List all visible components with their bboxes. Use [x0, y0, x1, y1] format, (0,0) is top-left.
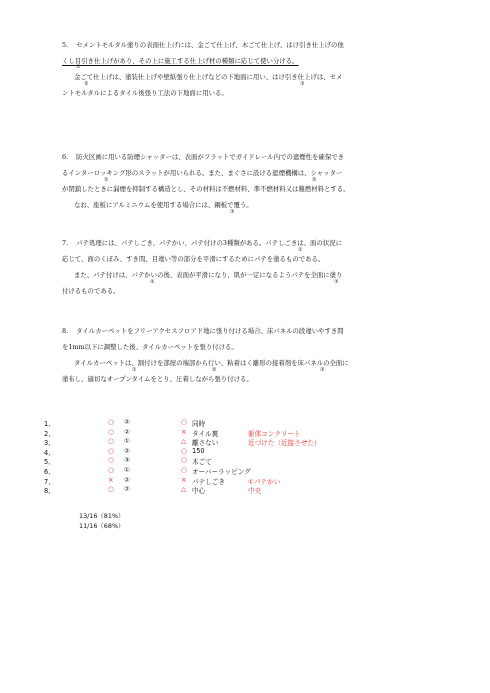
result-mark: △: [181, 437, 187, 446]
blank-marker: ③: [230, 209, 235, 215]
answer-text: 同時: [192, 420, 206, 428]
blank-marker: ②: [84, 81, 89, 87]
question-line: [62, 168, 442, 184]
question-line: [62, 286, 442, 302]
answer-text: パテしごき: [192, 477, 225, 486]
answer-choice: ②: [124, 446, 130, 455]
question-line: [62, 358, 442, 374]
result-mark: ×: [181, 427, 187, 436]
answer-number: 2、: [44, 429, 55, 438]
question-text: パテ処理には、パテしごき、パテかい、パテ付けの3種類がある。パテしごきは、面の状況に: [76, 239, 342, 247]
blank-marker: ①: [132, 367, 137, 373]
result-mark: ○: [108, 485, 114, 494]
question-text: 応じて、面のくぼみ、すき間、目違い等の部分を平滑にするためにパテを塗るものである。: [62, 255, 325, 263]
result-mark: ○: [181, 446, 187, 455]
question-line: [62, 200, 442, 216]
question-text: 防火区画に用いる防煙シャッターは、表面がフラットでガイドレール内での遮煙性を確保でき: [76, 153, 344, 161]
blank-marker: ①: [104, 177, 109, 183]
question-line: [62, 72, 442, 88]
result-mark: ○: [108, 427, 114, 436]
question-text: 金ごて仕上げは、塗装仕上げや壁紙張り仕上げなどの下地面に用い、はけ引き仕上げは、セメ: [74, 73, 343, 81]
question-number: 5.: [62, 41, 69, 49]
question-number: 7.: [62, 239, 69, 247]
correction-text: ①パテかい: [248, 477, 281, 486]
answer-row: [36, 418, 436, 428]
question-text: 塗布し、適切なオープンタイムをとり、圧着しながら張り付ける。: [62, 375, 253, 383]
answer-row: [36, 428, 436, 438]
question-line: [62, 342, 442, 358]
blank-marker: ①: [298, 247, 303, 253]
question-text: くし目引き仕上げがあり、その上に施工する仕上げ材の種類に応じて使い分ける。: [62, 57, 299, 65]
answer-text: 木ごて: [192, 458, 212, 467]
question-text: 付けるものである。: [62, 287, 120, 295]
question-number: 6.: [62, 153, 69, 161]
answer-number: 8、: [44, 487, 55, 496]
question-text: なお、座板にアルミニウムを使用する場合には、鋼板で覆う。: [74, 201, 253, 209]
answer-choice: ②: [124, 418, 130, 426]
blank-marker: ③: [300, 81, 305, 87]
answer-number: 6、: [44, 467, 55, 476]
answer-number: 3、: [44, 439, 55, 448]
answer-text: タイル裏: [192, 429, 219, 438]
correction-text: 近づけた（近接させた）: [248, 439, 321, 448]
question-8: [62, 326, 442, 390]
answer-number: 7、: [44, 477, 55, 486]
answer-number: 5、: [44, 458, 55, 467]
question-5: [62, 40, 442, 104]
question-line: [62, 254, 442, 270]
answer-row: [36, 447, 436, 457]
score-2: 11/16（68%）: [79, 522, 125, 530]
answer-choice: ①: [124, 465, 130, 474]
answer-row: [36, 466, 436, 476]
question-text: を1mm以下に調整した後、タイルカーペットを張り付ける。: [62, 343, 238, 351]
question-line: [62, 88, 442, 104]
answer-number: 4、: [44, 448, 55, 457]
question-text: ントモルタルによるタイル後張り工法の下地面に用いる。: [62, 89, 228, 97]
question-line: [62, 374, 442, 390]
result-mark: ○: [108, 437, 114, 446]
result-mark: ×: [181, 475, 187, 484]
question-text: タイルカーペットは、割付けを部屋の端部から行い、粘着はく離形の接着剤を床パネルの全面に: [74, 359, 349, 367]
result-mark: ○: [108, 465, 114, 474]
answer-row: [36, 485, 436, 495]
answer-choice: ①: [124, 437, 130, 446]
correction-text: 躯体コンクリート: [248, 429, 301, 438]
answer-key: [36, 418, 436, 495]
question-7: [62, 238, 442, 302]
result-mark: ×: [108, 475, 114, 484]
answer-choice: ③: [124, 456, 130, 465]
blank-marker: ②: [150, 279, 155, 285]
question-text: が閉鎖したときに漏煙を抑制する構造とし、その材料は不燃材料、準不燃材料又は難燃材料とする。: [62, 185, 350, 193]
question-line: [62, 184, 442, 200]
question-text: タイルカーペットをフリーアクセスフロアド地に張り付ける場合、床パネルの段違いやすき間: [76, 327, 344, 335]
question-text: セメントモルタル塗りの表面仕上げには、金ごて仕上げ、木ごて仕上げ、はけ引き仕上げの他: [76, 41, 344, 49]
result-mark: ○: [108, 418, 114, 426]
answer-choice: ②: [124, 427, 130, 436]
answer-row: [36, 476, 436, 486]
result-mark: △: [181, 485, 187, 494]
answer-text: 中心: [192, 487, 206, 496]
blank-marker: ③: [320, 367, 325, 373]
answer-choice: ②: [124, 485, 130, 494]
answer-row: [36, 437, 436, 447]
question-line: [62, 152, 442, 168]
blank-marker: ②: [212, 367, 217, 373]
answer-text: 150: [192, 446, 205, 455]
answer-choice: ②: [124, 475, 130, 484]
question-line: [62, 270, 442, 286]
answer-number: 1、: [44, 420, 55, 428]
correction-text: 中央: [248, 487, 262, 496]
blank-marker: ②: [312, 177, 317, 183]
question-text: るインターロッキング形のスラットが用いられる。また、まぐさに設ける遮煙機構は、シャッター: [62, 169, 343, 177]
answer-text: 離さない: [192, 439, 219, 448]
question-text: また、パテ付けは、パテかいの後、表面が平滑になり、肌が一定になるようパテを全面に塗り: [74, 271, 343, 279]
result-mark: ○: [108, 446, 114, 455]
question-line: [62, 40, 442, 56]
result-mark: ○: [181, 465, 187, 474]
question-6: [62, 152, 442, 216]
result-mark: ○: [181, 418, 187, 426]
question-line: [62, 326, 442, 342]
question-number: 8.: [62, 327, 69, 335]
answer-text: オーバーラッピング: [192, 467, 251, 476]
blank-marker: ①: [76, 64, 81, 70]
score-1: 13/16（81%）: [79, 512, 125, 520]
result-mark: ○: [108, 456, 114, 465]
blank-marker: ③: [334, 279, 339, 285]
question-line: [62, 238, 442, 254]
answer-row: [36, 456, 436, 466]
question-line: [62, 56, 442, 72]
result-mark: ○: [181, 456, 187, 465]
